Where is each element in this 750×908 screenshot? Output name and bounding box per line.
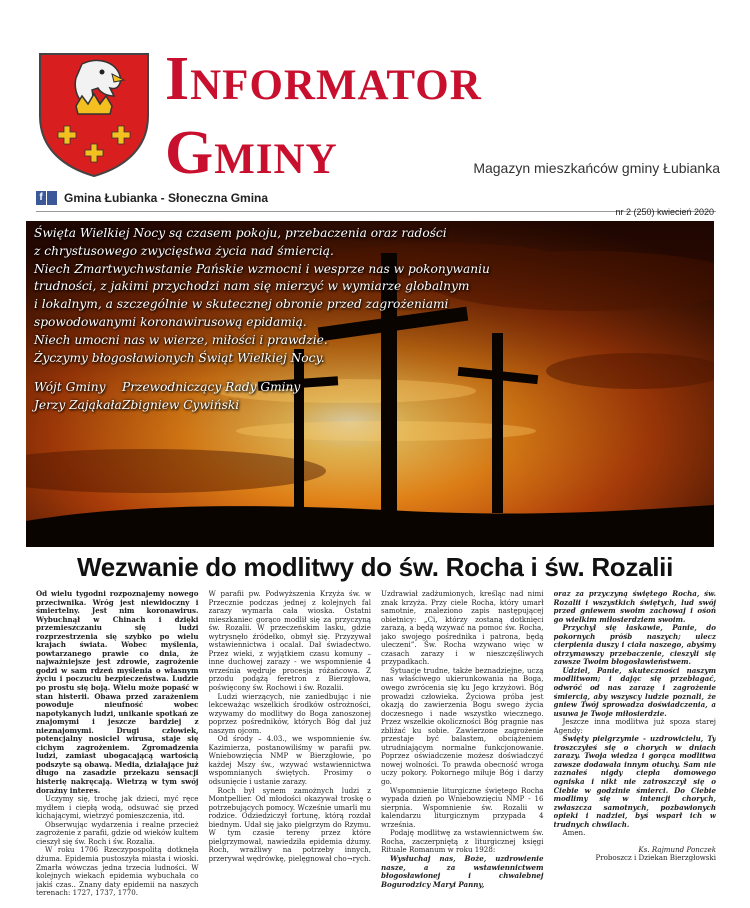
article-paragraph: Od wielu tygodni rozpoznajemy nowego przeciwnika. Wróg jest niewidoczny i śmiertelny. Jest nim koronawirus. Wybuchnął w Chinach i dzięki przemieszczaniu się ludzi rozprzestrzenia się szybko po wielu krajach świata. Wobec myślenia, powtarzanego prawie co dnia, że najważniejsze jest zdrowie, zagrożenie godzi w sam rdzeń myślenia o własnym życiu i poczuciu bezpieczeństwa. Ludzie po prostu się boją. Wielu może popaść w stan histerii. Obawa przed zarażeniem powoduje nieufność wobec napotykanych ludzi, unikanie spotkań ze znajomymi i jeszcze bardziej z nieznajomymi. Drugi człowiek, potencjalny nosiciel wirusa, staje się cichym zagrożeniem. Zgromadzenia ludzi, zamiast ubogacającą wartością podszyte są obawą. Media, działające już długo na zasadzie przekazu sensacji histerię nakręcają. Wietrzą w tym swój doraźny interes. [36, 590, 199, 795]
masthead-subtitle: Magazyn mieszkańców gminy Łubianka [473, 160, 720, 176]
article-paragraph: W roku 1706 Rzeczypospolitą dotknęła dżuma. Epidemia pustoszyła miasta i wioski. Zmarła wówczas jedna trzecia ludności. W kolejnych wiekach epidemia wybuchała co jakiś czas.. Znany daty epidemii na naszych terenach: 1727, 1737, 1770. [36, 845, 199, 898]
signer-name: Jerzy Zająkała [34, 398, 122, 412]
easter-greeting-banner [26, 221, 714, 547]
article-paragraph: Podaję modlitwę za wstawiennictwem św. Rocha, zaczerpniętą z liturgicznej księgi Rituale Romanum w roku 1928: [381, 828, 544, 855]
article-paragraph: Uzdrawiał zadżumionych, kreśląc nad nimi znak krzyża. Przy ciele Rocha, który umarł samotnie, znaleziono zapis następującej obietnicy: „Ci, którzy zostaną dotknięci zarazą, a będą wzywać na pomoc św. Rocha, jako swojego pośrednika i patrona, będą uleczeni”. Św. Rocha wzywano więc w czasach zarazy i w nieszczęśliwych przypadkach. [381, 590, 544, 667]
greeting-line: trudności, z jakimi przychodzi nam się mierzyć w wymiarze globalnym [34, 279, 470, 294]
greeting-line: spowodowanymi koronawirusową epidamią. [34, 314, 307, 329]
article-paragraph: Ludzi wierzących, nie zaniedbując i nie lekceważąc wszelkich środków ostrożności, wzywamy do modlitwy do Boga zanoszonej poprzez pośredników, których Bóg dał już naszym ojcom. [208, 691, 371, 735]
coat-of-arms-icon [36, 50, 152, 178]
article-column-3 [381, 590, 544, 908]
signature-title: Proboszcz i Dziekan Bierzgłowski [595, 853, 716, 863]
masthead-title-line1: Informator [165, 45, 482, 113]
article-column-2 [209, 590, 372, 908]
article-column-1 [36, 590, 199, 908]
signer-name: Zbigniew Cywiński [122, 398, 240, 412]
article-paragraph: Uczymy się, trochę jak dzieci, myć ręce mydłem i ciepłą wodą, odsuwać się przed kichającymi, wietrzyć pomieszczenia, itd. [36, 794, 199, 821]
article-paragraph: Wysłuchaj nas, Boże, uzdrowienie nasze, a za wstawiennictwem błogosławionej i chwalebnej Bogurodzicy Maryi Panny, [381, 853, 544, 889]
facebook-link[interactable] [36, 191, 268, 205]
article-paragraph: Udziel, Panie, skuteczności naszym modlitwom; i dając się przebłagać, odwróć od nas zarazę i zagrożenie śmiercią, aby wszyscy ludzie poznali, że gniew Twój sprowadza doświadczenia, a usuwa je Twoje miłosierdzie. [553, 665, 716, 718]
article-paragraph: Obserwując wydarzenia i realne przecież zagrożenie z parafii, gdzie od wieków kultem cieszył się św. Roch i św. Rozalia. [36, 819, 199, 846]
masthead-title-line2: Gminy [165, 119, 338, 187]
article-paragraph: W parafii pw. Podwyższenia Krzyża św. w Przecznie podczas jednej z kolejnych fal zarazy wymarła cała wioska. Ostatni mieszkaniec gorąco modlił się za przyczyną św. Rozalii. W przeczeńskim lasku, gdzie wytrysnęło źródełko, obmył się. Przyzywał wstawiennictwa i ocalał. Dał świadectwo. Przez wieki, z wyjątkiem czasu komuny – inne duchowej zarazy - we wspomnienie 4 września wędruje procesja różańcowa. Z przodu podążą feretron z Bierzgłowa, poświęcony św. Rochowi i św. Rozalii. [208, 590, 371, 693]
article-paragraph: Roch był synem zamożnych ludzi z Montpellier. Od młodości okazywał troskę o potrzebujących pomocy. Wcześnie umarli mu rodzice. Odziedziczył fortunę, którą rozdał biednym. Udał się jako pielgrzym do Rzymu. W tym czasie tereny przez które pielgrzymował, nawiedziła epidemia dżumy. Roch, wrażliwy na potrzeby innych, przerywał wędrówkę, pielęgnował cho¬rych. [208, 785, 371, 863]
signer-role: Przewodniczący Rady Gminy [122, 380, 301, 394]
article-paragraph: Przychyl się łaskawie, Panie, do pokornych próśb naszych; ulecz cierpienia duszy i ciała naszego, abyśmy otrzymawszy przebaczenie, cieszyli się zawsze Twoim błogosławieństwem. [553, 623, 716, 667]
article-column-4 [554, 590, 717, 908]
article-column-4-body [554, 590, 717, 838]
greeting-signatures [34, 378, 300, 414]
facebook-icon: f [36, 191, 58, 205]
greeting-line: Życzymy błogosławionych Świąt Wielkiej Nocy. [34, 350, 325, 365]
signature-name: Ks. Rajmund Ponczek [638, 844, 716, 854]
facebook-label: Gmina Łubianka - Słoneczna Gmina [64, 191, 269, 205]
masthead [0, 0, 750, 215]
greeting-line: Niech Zmartwychwstanie Pańskie wzmocni i wesprze nas w pokonywaniu [34, 261, 490, 276]
article-paragraph: Sytuacje trudne, także beznadziejne, uczą nas właściwego ukierunkowania na Boga, owego zwrócenia się ku Jego krzyżowi. Bóg prowadzi człowieka. Życiowa próba jest okazją do zawierzenia Bogu swego życia doczesnego i nade wszystko wiecznego. Przez wszelkie okoliczności Bóg pragnie nas zbliżać ku sobie. Zawierzone zagrożenie przestaje być balastem, obciążeniem utrudniającym normalne funkcjonowanie. Poprzez oświadczenie możesz doświadczyć nowej wolności. To prawda obecność wroga uczy pokory. Pokornego miłuje Bóg i darzy go. [381, 665, 544, 787]
article-paragraph: oraz za przyczyną świętego Rocha, św. Rozalii i wszystkich świętych, lud swój przed gniewem swoim zachowaj i ośoń go wielkim miłosierdziem swoim. [553, 590, 716, 624]
issue-number: nr 2 (250) kwiecień 2020 [615, 207, 714, 217]
greeting-line: Święta Wielkiej Nocy są czasem pokoju, przebaczenia oraz radości [34, 226, 447, 240]
masthead-divider [36, 211, 716, 212]
article-paragraph: Od środy – 4.03., we wspomnienie św. Kazimierza, postanowiliśmy w parafii pw. Wniebowzięcia NMP w Bierzgłowie, po każdej Mszy św., wzywać wstawiennictwa wspomnianych świętych. Prosimy o odsunięcie i ustanie zarazy. [208, 734, 371, 787]
article-body [36, 590, 716, 908]
article-paragraph: Jeszcze inna modlitwa już spoza starej Agendy: [553, 717, 716, 735]
article-headline: Wezwanie do modlitwy do św. Rocha i św. Rozalii [76, 552, 674, 582]
greeting-line: i lokalnym, a szczególnie w skutecznej obronie przed zagrożeniami [34, 297, 449, 312]
article-paragraph: Amen. [562, 828, 586, 838]
greeting-line: z chrystusowego zwycięstwa życia nad śmiercią. [34, 243, 334, 258]
article-paragraph: Wspomnienie liturgiczne świętego Rocha wypada dzień po Wniebowzięciu NMP - 16 sierpnia. Wspomnienie św. Rozalii w kalendarzu liturgicznym przypada 4 września. [381, 785, 544, 829]
greeting-text [34, 225, 504, 367]
signer-role: Wójt Gminy [34, 380, 106, 394]
article-paragraph: Święty pielgrzymie - uzdrowicielu, Ty troszczyłeś się o chorych w dniach zarazy. Twoja wiedza i gorąca modlitwa zawsze dodawała innym otuchy. Sam nie zaznałeś nigdy ciepła domowego ogniska i nikt nie zatroszczył się o Ciebie w godzinie śmierci. Do Ciebie modlimy się w intencji chorych, zwłaszcza samotnych, pozbawionych opieki i nadziei, byś wsparł ich w trudnych chwilach. [553, 734, 716, 829]
greeting-line: Niech umocni nas w wierze, miłości i prawdzie. [34, 332, 328, 347]
